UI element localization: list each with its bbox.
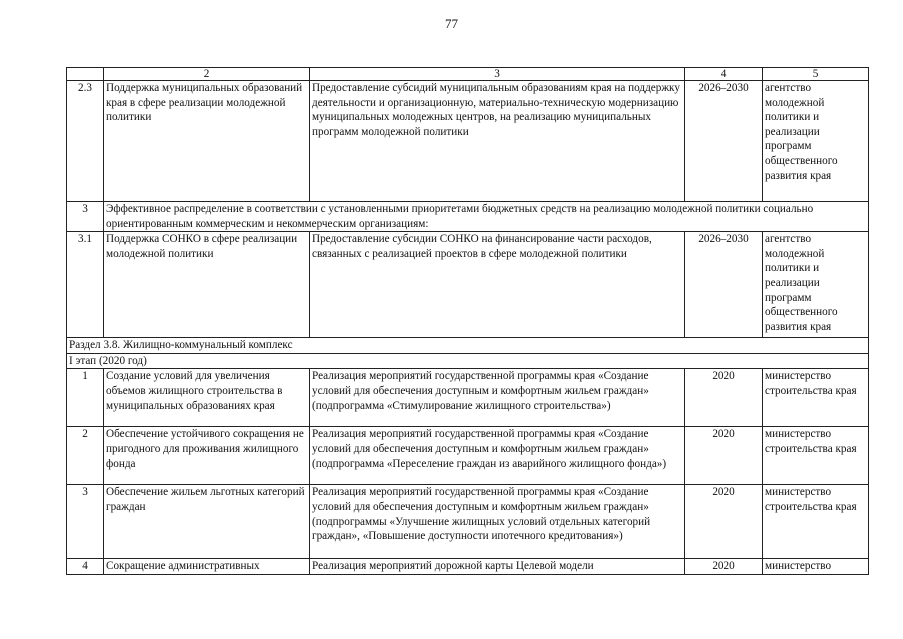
table-row xyxy=(67,485,869,559)
section-row xyxy=(67,338,869,354)
section-heading: Раздел 3.8. Жилищно-коммунальный комплекс xyxy=(67,338,869,354)
row-title: Обеспечение жильем льготных категорий граждан xyxy=(104,485,310,559)
row-responsible: министерство строительства края xyxy=(763,369,869,427)
row-period: 2020 xyxy=(685,369,763,427)
row-period: 2026–2030 xyxy=(685,232,763,338)
header-col-1 xyxy=(67,68,104,81)
page-number: 77 xyxy=(445,16,458,31)
row-number: 2.3 xyxy=(67,81,104,202)
row-number: 2 xyxy=(67,427,104,485)
goal-row xyxy=(67,202,869,232)
table-row xyxy=(67,559,869,575)
row-responsible: министерство строительства края xyxy=(763,485,869,559)
row-title: Поддержка СОНКО в сфере реализации молодежной политики xyxy=(104,232,310,338)
row-description: Реализация мероприятий государственной программы края «Создание условий для обеспечения доступным и комфортным жильем граждан» (подпрограмма «Стимулирование жилищного строительства») xyxy=(310,369,685,427)
table-row xyxy=(67,427,869,485)
row-description: Реализация мероприятий государственной программы края «Создание условий для обеспечения доступным и комфортным жильем граждан» (подпрограмма «Переселение граждан из аварийного жилищного фонда») xyxy=(310,427,685,485)
header-row xyxy=(67,68,869,81)
row-description: Реализация мероприятий государственной программы края «Создание условий для обеспечения доступным и комфортным жильем граждан» (подпрограммы «Улучшение жилищных условий отдельных категорий граждан», «Повышение доступности ипотечного кредитования») xyxy=(310,485,685,559)
goal-text: Эффективное распределение в соответствии с установленными приоритетами бюджетных средств на реализацию молодежной политики социально ориентированным коммерческим и некоммерческим организациям: xyxy=(104,202,869,232)
header-col-2: 2 xyxy=(104,68,310,81)
row-number: 3 xyxy=(67,485,104,559)
row-period: 2020 xyxy=(685,427,763,485)
plan-table-body xyxy=(67,68,869,575)
row-description: Реализация мероприятий дорожной карты Целевой модели xyxy=(310,559,685,575)
header-col-5: 5 xyxy=(763,68,869,81)
header-col-3: 3 xyxy=(310,68,685,81)
goal-number: 3 xyxy=(67,202,104,232)
row-responsible: министерство xyxy=(763,559,869,575)
table-row xyxy=(67,369,869,427)
table-row xyxy=(67,232,869,338)
row-number: 1 xyxy=(67,369,104,427)
row-description: Предоставление субсидий муниципальным образованиям края на поддержку деятельности и организационную, материально-техническую модернизацию муниципальных молодежных центров, на реализацию муниципальных программ молодежной политики xyxy=(310,81,685,202)
row-title: Поддержка муниципальных образований края в сфере реализации молодежной политики xyxy=(104,81,310,202)
row-responsible: министерство строительства края xyxy=(763,427,869,485)
table-row xyxy=(67,81,869,202)
row-period: 2026–2030 xyxy=(685,81,763,202)
row-number: 4 xyxy=(67,559,104,575)
row-title: Обеспечение устойчивого сокращения не пригодного для проживания жилищного фонда xyxy=(104,427,310,485)
plan-table xyxy=(66,67,869,575)
header-col-4: 4 xyxy=(685,68,763,81)
section-row xyxy=(67,353,869,369)
row-title: Создание условий для увеличения объемов жилищного строительства в муниципальных образованиях края xyxy=(104,369,310,427)
row-description: Предоставление субсидии СОНКО на финансирование части расходов, связанных с реализацией проектов в сфере молодежной политики xyxy=(310,232,685,338)
row-title: Сокращение административных xyxy=(104,559,310,575)
row-responsible: агентство молодежной политики и реализации программ общественного развития края xyxy=(763,81,869,202)
row-responsible: агентство молодежной политики и реализации программ общественного развития края xyxy=(763,232,869,338)
row-period: 2020 xyxy=(685,559,763,575)
section-heading: I этап (2020 год) xyxy=(67,353,869,369)
row-period: 2020 xyxy=(685,485,763,559)
row-number: 3.1 xyxy=(67,232,104,338)
